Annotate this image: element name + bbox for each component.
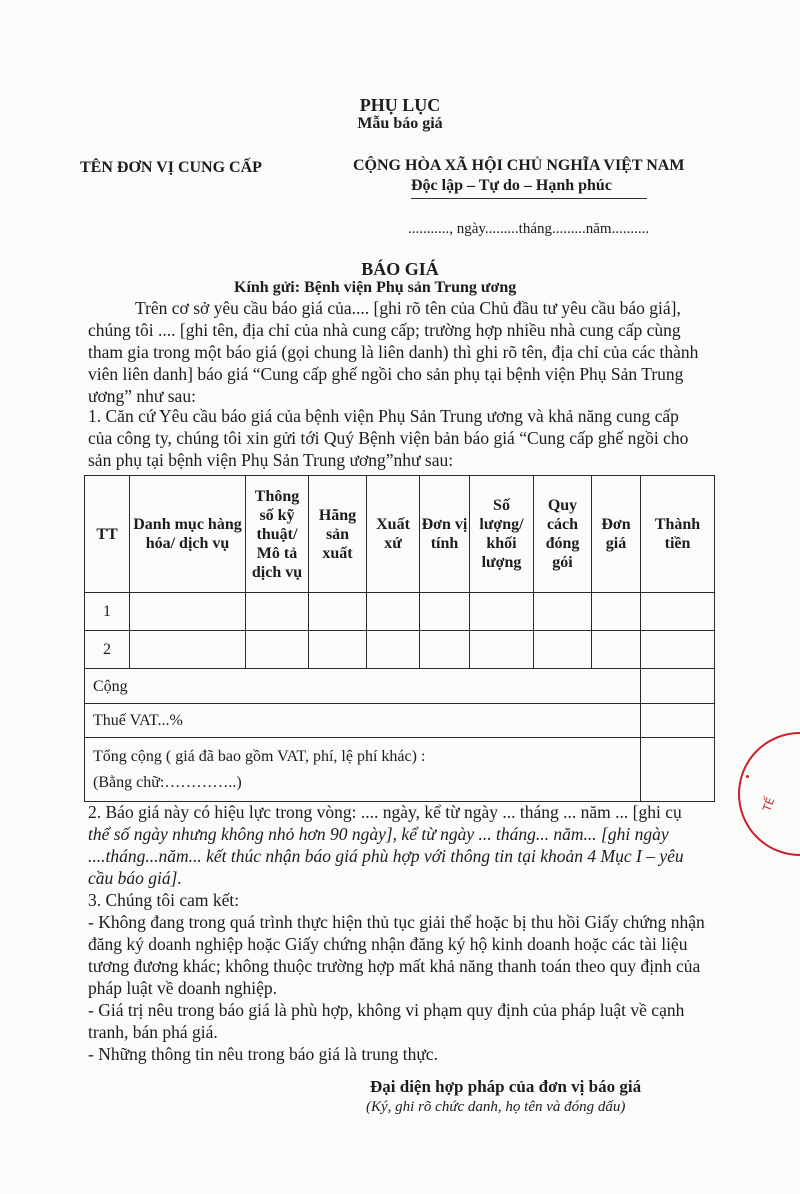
header-cell: Số lượng/ khối lượng	[470, 476, 534, 593]
appendix-subtitle: Mẫu báo giá	[357, 115, 443, 132]
section2-line: cầu báo giá].	[88, 868, 182, 888]
quote-table	[84, 475, 715, 802]
header-cell: Quy cách đóng gói	[534, 476, 592, 593]
quote-title: BÁO GIÁ	[361, 259, 439, 279]
vat-label: Thuế VAT...%	[85, 704, 641, 738]
intro-line: ương” như sau:	[88, 386, 196, 406]
signature-title: Đại diện hợp pháp của đơn vị báo giá	[370, 1077, 642, 1096]
vat-row	[85, 704, 715, 738]
total-row	[85, 738, 715, 802]
section3-line: tranh, bán phá giá.	[88, 1022, 218, 1042]
section2-line: ....tháng...năm... kết thúc nhận báo giá phù hợp với thông tin tại khoản 4 Mục I – yêu	[88, 846, 684, 866]
header-cell: Đơn giá	[592, 476, 641, 593]
red-stamp-seal	[738, 732, 800, 856]
sum-row	[85, 669, 715, 704]
intro-line: tham gia trong một báo giá (gọi chung là liên danh) thì ghi rõ tên, địa chỉ của các thành	[88, 342, 699, 362]
section1-line: sản phụ tại bệnh viện Phụ Sản Trung ương”như sau:	[88, 450, 454, 470]
supplier-unit-name: TÊN ĐƠN VỊ CUNG CẤP	[80, 159, 262, 176]
header-cell: TT	[85, 476, 130, 593]
row-number: 1	[85, 593, 130, 631]
intro-line: Trên cơ sở yêu cầu báo giá của.... [ghi rõ tên của Chủ đầu tư yêu cầu báo giá],	[135, 298, 681, 318]
national-motto: Độc lập – Tự do – Hạnh phúc	[411, 177, 612, 194]
row-number: 2	[85, 631, 130, 669]
section3-line: - Những thông tin nêu trong báo giá là trung thực.	[88, 1044, 438, 1064]
table-row	[85, 593, 715, 631]
header-cell: Thành tiền	[641, 476, 715, 593]
table-row	[85, 631, 715, 669]
section3-line: đăng ký doanh nghiệp hoặc Giấy chứng nhận đăng ký hộ kinh doanh hoặc các tài liệu	[88, 934, 688, 954]
header-cell: Xuất xứ	[367, 476, 420, 593]
signature-note: (Ký, ghi rõ chức danh, họ tên và đóng dấu)	[366, 1099, 626, 1115]
total-label: Tổng cộng ( giá đã bao gồm VAT, phí, lệ phí khác) :	[93, 747, 426, 765]
section2-line: thể số ngày nhưng không nhỏ hơn 90 ngày], kể từ ngày ... tháng... năm... [ghi ngày	[88, 824, 669, 844]
header-cell: Thông số kỹ thuật/ Mô tả dịch vụ	[246, 476, 309, 593]
section3-line: pháp luật về doanh nghiệp.	[88, 978, 278, 998]
stamp-dot	[746, 775, 749, 778]
section1-line: của công ty, chúng tôi xin gửi tới Quý Bệnh viện bản báo giá “Cung cấp ghế ngồi cho	[88, 428, 689, 448]
date-line: ..........., ngày.........tháng.........năm..........	[408, 221, 650, 237]
intro-line: viên liên danh] báo giá “Cung cấp ghế ngồi cho sản phụ tại bệnh viện Phụ Sản Trung	[88, 364, 684, 384]
section2-line: 2. Báo giá này có hiệu lực trong vòng: .... ngày, kể từ ngày ... tháng ... năm ... [ghi cụ	[88, 802, 682, 822]
header-cell: Hãng sản xuất	[309, 476, 367, 593]
appendix-title: PHỤ LỤC	[359, 95, 441, 115]
amount-in-words: (Bằng chữ:…………..)	[93, 773, 242, 791]
intro-line: chúng tôi .... [ghi tên, địa chỉ của nhà cung cấp; trường hợp nhiều nhà cung cấp cùng	[88, 320, 681, 340]
total-cell	[85, 738, 641, 802]
stamp-text: TẾ	[760, 795, 778, 814]
section3-line: - Giá trị nêu trong báo giá là phù hợp, không vi phạm quy định của pháp luật về cạnh	[88, 1000, 685, 1020]
sum-label: Cộng	[85, 669, 641, 704]
header-cell: Danh mục hàng hóa/ dịch vụ	[130, 476, 246, 593]
section3-line: 3. Chúng tôi cam kết:	[88, 890, 240, 910]
section3-line: tương đương khác; không thuộc trường hợp mất khả năng thanh toán theo quy định của	[88, 956, 701, 976]
quote-recipient: Kính gửi: Bệnh viện Phụ sản Trung ương	[234, 279, 517, 296]
motto-underline	[411, 198, 647, 199]
header-cell: Đơn vị tính	[420, 476, 470, 593]
section3-line: - Không đang trong quá trình thực hiện thủ tục giải thể hoặc bị thu hồi Giấy chứng nhận	[88, 912, 705, 932]
section1-line: 1. Căn cứ Yêu cầu báo giá của bệnh viện Phụ Sản Trung ương và khả năng cung cấp	[88, 406, 679, 426]
national-title: CỘNG HÒA XÃ HỘI CHỦ NGHĨA VIỆT NAM	[353, 157, 685, 174]
table-header-row	[85, 476, 715, 593]
